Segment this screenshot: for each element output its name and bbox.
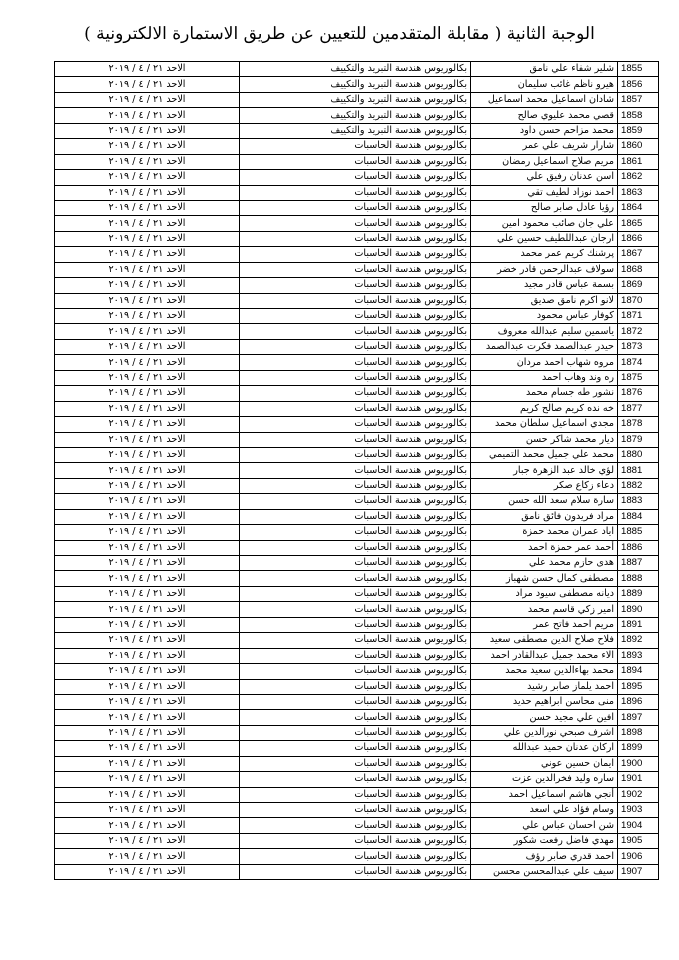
specialization: بكالوريوس هندسة الحاسبات [240, 849, 471, 864]
table-row [55, 756, 659, 771]
table-row [55, 833, 659, 848]
table-row [55, 123, 659, 138]
specialization: بكالوريوس هندسة الحاسبات [240, 370, 471, 385]
specialization: بكالوريوس هندسة الحاسبات [240, 803, 471, 818]
specialization: بكالوريوس هندسة الحاسبات [240, 401, 471, 416]
applicant-name: دعاء زكاع صكر [471, 478, 618, 493]
interview-date: الاحد ٢١ / ٤ / ٢٠١٩ [55, 370, 240, 385]
row-number: 1863 [618, 185, 659, 200]
row-number: 1887 [618, 556, 659, 571]
interview-date: الاحد ٢١ / ٤ / ٢٠١٩ [55, 849, 240, 864]
applicant-name: قصي محمد عليوي صالح [471, 108, 618, 123]
interview-date: الاحد ٢١ / ٤ / ٢٠١٩ [55, 123, 240, 138]
applicant-name: پرشنك كريم عمر محمد [471, 247, 618, 262]
interview-date: الاحد ٢١ / ٤ / ٢٠١٩ [55, 725, 240, 740]
interview-date: الاحد ٢١ / ٤ / ٢٠١٩ [55, 92, 240, 107]
table-row [55, 401, 659, 416]
page-title: الوجبة الثانية ( مقابلة المتقدمين للتعيين عن طريق الاستمارة الالكترونية ) [84, 24, 595, 44]
table-row [55, 417, 659, 432]
row-number: 1862 [618, 170, 659, 185]
interview-date: الاحد ٢١ / ٤ / ٢٠١٩ [55, 386, 240, 401]
specialization: بكالوريوس هندسة الحاسبات [240, 864, 471, 879]
specialization: بكالوريوس هندسة الحاسبات [240, 293, 471, 308]
table-row [55, 725, 659, 740]
applicant-name: ديار محمد شاكر حسن [471, 432, 618, 447]
interview-date: الاحد ٢١ / ٤ / ٢٠١٩ [55, 509, 240, 524]
interview-date: الاحد ٢١ / ٤ / ٢٠١٩ [55, 447, 240, 462]
table-row [55, 648, 659, 663]
row-number: 1892 [618, 633, 659, 648]
row-number: 1893 [618, 648, 659, 663]
interview-date: الاحد ٢١ / ٤ / ٢٠١٩ [55, 478, 240, 493]
applicant-name: محمد بهاءالدين سعيد محمد [471, 664, 618, 679]
table-row [55, 556, 659, 571]
applicants-table [54, 61, 659, 880]
table-row [55, 200, 659, 215]
applicant-name: مصطفى كمال حسن شهباز [471, 571, 618, 586]
interview-date: الاحد ٢١ / ٤ / ٢٠١٩ [55, 417, 240, 432]
table-row [55, 185, 659, 200]
interview-date: الاحد ٢١ / ٤ / ٢٠١٩ [55, 772, 240, 787]
applicant-name: افين علي مجيد حسن [471, 710, 618, 725]
row-number: 1903 [618, 803, 659, 818]
row-number: 1875 [618, 370, 659, 385]
interview-date: الاحد ٢١ / ٤ / ٢٠١٩ [55, 216, 240, 231]
table-row [55, 864, 659, 879]
specialization: بكالوريوس هندسة التبريد والتكييف [240, 77, 471, 92]
table-row [55, 278, 659, 293]
specialization: بكالوريوس هندسة الحاسبات [240, 278, 471, 293]
applicant-name: اسن عدنان رفيق علي [471, 170, 618, 185]
row-number: 1904 [618, 818, 659, 833]
specialization: بكالوريوس هندسة الحاسبات [240, 664, 471, 679]
interview-date: الاحد ٢١ / ٤ / ٢٠١٩ [55, 556, 240, 571]
applicant-name: كوفار عباس محمود [471, 309, 618, 324]
table-row [55, 664, 659, 679]
specialization: بكالوريوس هندسة الحاسبات [240, 309, 471, 324]
specialization: بكالوريوس هندسة الحاسبات [240, 185, 471, 200]
applicant-name: ارجان عبداللطيف حسين علي [471, 231, 618, 246]
applicant-name: مجدي اسماعيل سلطان محمد [471, 417, 618, 432]
applicant-name: منى محاسن ابراهيم حديد [471, 694, 618, 709]
interview-date: الاحد ٢١ / ٤ / ٢٠١٩ [55, 185, 240, 200]
row-number: 1897 [618, 710, 659, 725]
specialization: بكالوريوس هندسة التبريد والتكييف [240, 108, 471, 123]
specialization: بكالوريوس هندسة الحاسبات [240, 633, 471, 648]
interview-date: الاحد ٢١ / ٤ / ٢٠١٩ [55, 247, 240, 262]
interview-date: الاحد ٢١ / ٤ / ٢٠١٩ [55, 664, 240, 679]
table-row [55, 77, 659, 92]
specialization: بكالوريوس هندسة الحاسبات [240, 494, 471, 509]
interview-date: الاحد ٢١ / ٤ / ٢٠١٩ [55, 432, 240, 447]
interview-date: الاحد ٢١ / ٤ / ٢٠١٩ [55, 741, 240, 756]
specialization: بكالوريوس هندسة الحاسبات [240, 525, 471, 540]
specialization: بكالوريوس هندسة الحاسبات [240, 139, 471, 154]
specialization: بكالوريوس هندسة الحاسبات [240, 432, 471, 447]
table-row [55, 772, 659, 787]
specialization: بكالوريوس هندسة الحاسبات [240, 355, 471, 370]
applicant-name: سولاف عبدالرحمن قادر خضر [471, 262, 618, 277]
interview-date: الاحد ٢١ / ٤ / ٢٠١٩ [55, 355, 240, 370]
applicant-name: مراد فريدون فائق نامق [471, 509, 618, 524]
table-row [55, 92, 659, 107]
applicant-name: هيرو ناظم غائب سليمان [471, 77, 618, 92]
specialization: بكالوريوس هندسة الحاسبات [240, 262, 471, 277]
applicant-name: فلاح صلاح الدين مصطفى سعيد [471, 633, 618, 648]
table-row [55, 679, 659, 694]
table-row [55, 216, 659, 231]
row-number: 1861 [618, 154, 659, 169]
applicant-name: بسمة عباس قادر مجيد [471, 278, 618, 293]
interview-date: الاحد ٢١ / ٤ / ٢٠١٩ [55, 309, 240, 324]
applicant-name: حيدر عبدالصمد فكرت عبدالصمد [471, 339, 618, 354]
specialization: بكالوريوس هندسة الحاسبات [240, 324, 471, 339]
table-row [55, 62, 659, 77]
specialization: بكالوريوس هندسة الحاسبات [240, 679, 471, 694]
applicant-name: هدى حازم محمد علي [471, 556, 618, 571]
row-number: 1885 [618, 525, 659, 540]
interview-date: الاحد ٢١ / ٤ / ٢٠١٩ [55, 679, 240, 694]
row-number: 1886 [618, 540, 659, 555]
table-row [55, 540, 659, 555]
interview-date: الاحد ٢١ / ٤ / ٢٠١٩ [55, 170, 240, 185]
applicant-name: أنجي هاشم اسماعيل احمد [471, 787, 618, 802]
row-number: 1872 [618, 324, 659, 339]
row-number: 1906 [618, 849, 659, 864]
interview-date: الاحد ٢١ / ٤ / ٢٠١٩ [55, 617, 240, 632]
row-number: 1890 [618, 602, 659, 617]
row-number: 1855 [618, 62, 659, 77]
table-row [55, 509, 659, 524]
table-row [55, 339, 659, 354]
row-number: 1884 [618, 509, 659, 524]
table-row [55, 108, 659, 123]
row-number: 1902 [618, 787, 659, 802]
table-row [55, 478, 659, 493]
specialization: بكالوريوس هندسة الحاسبات [240, 648, 471, 663]
applicant-name: مريم صلاح اسماعيل رمضان [471, 154, 618, 169]
specialization: بكالوريوس هندسة الحاسبات [240, 170, 471, 185]
applicants-table-body [55, 62, 659, 880]
applicant-name: ايمان حسين عوني [471, 756, 618, 771]
applicant-name: نشور طه جسام محمد [471, 386, 618, 401]
row-number: 1865 [618, 216, 659, 231]
row-number: 1867 [618, 247, 659, 262]
table-row [55, 262, 659, 277]
applicant-name: لانو اكرم نامق صديق [471, 293, 618, 308]
specialization: بكالوريوس هندسة الحاسبات [240, 787, 471, 802]
applicant-name: اشرف صبحي نورالدين علي [471, 725, 618, 740]
table-row [55, 386, 659, 401]
specialization: بكالوريوس هندسة التبريد والتكييف [240, 92, 471, 107]
applicant-name: علي جان صائب محمود امين [471, 216, 618, 231]
interview-date: الاحد ٢١ / ٤ / ٢٠١٩ [55, 139, 240, 154]
row-number: 1860 [618, 139, 659, 154]
row-number: 1883 [618, 494, 659, 509]
interview-date: الاحد ٢١ / ٤ / ٢٠١٩ [55, 77, 240, 92]
specialization: بكالوريوس هندسة الحاسبات [240, 556, 471, 571]
applicant-name: احمد نوزاد لطيف تقي [471, 185, 618, 200]
specialization: بكالوريوس هندسة الحاسبات [240, 772, 471, 787]
interview-date: الاحد ٢١ / ٤ / ٢٠١٩ [55, 540, 240, 555]
table-row [55, 154, 659, 169]
row-number: 1870 [618, 293, 659, 308]
applicant-name: مهدي فاضل رفعت شكور [471, 833, 618, 848]
applicant-name: احمد قدري صابر رؤف [471, 849, 618, 864]
applicant-name: ره وند وهاب احمد [471, 370, 618, 385]
specialization: بكالوريوس هندسة الحاسبات [240, 818, 471, 833]
row-number: 1858 [618, 108, 659, 123]
row-number: 1864 [618, 200, 659, 215]
row-number: 1857 [618, 92, 659, 107]
table-row [55, 463, 659, 478]
interview-date: الاحد ٢١ / ٤ / ٢٠١٩ [55, 648, 240, 663]
applicant-name: امير زكي قاسم محمد [471, 602, 618, 617]
specialization: بكالوريوس هندسة الحاسبات [240, 509, 471, 524]
interview-date: الاحد ٢١ / ٤ / ٢٠١٩ [55, 787, 240, 802]
specialization: بكالوريوس هندسة الحاسبات [240, 478, 471, 493]
specialization: بكالوريوس هندسة التبريد والتكييف [240, 123, 471, 138]
row-number: 1876 [618, 386, 659, 401]
row-number: 1889 [618, 586, 659, 601]
interview-date: الاحد ٢١ / ٤ / ٢٠١٩ [55, 833, 240, 848]
specialization: بكالوريوس هندسة الحاسبات [240, 710, 471, 725]
specialization: بكالوريوس هندسة الحاسبات [240, 833, 471, 848]
specialization: بكالوريوس هندسة الحاسبات [240, 617, 471, 632]
row-number: 1895 [618, 679, 659, 694]
interview-date: الاحد ٢١ / ٤ / ٢٠١٩ [55, 633, 240, 648]
applicant-name: خه نده كريم صالح كريم [471, 401, 618, 416]
interview-date: الاحد ٢١ / ٤ / ٢٠١٩ [55, 278, 240, 293]
row-number: 1866 [618, 231, 659, 246]
row-number: 1874 [618, 355, 659, 370]
specialization: بكالوريوس هندسة الحاسبات [240, 386, 471, 401]
specialization: بكالوريوس هندسة الحاسبات [240, 756, 471, 771]
specialization: بكالوريوس هندسة الحاسبات [240, 154, 471, 169]
specialization: بكالوريوس هندسة الحاسبات [240, 200, 471, 215]
table-row [55, 231, 659, 246]
row-number: 1880 [618, 447, 659, 462]
row-number: 1907 [618, 864, 659, 879]
table-row [55, 571, 659, 586]
applicant-name: محمد علي جميل محمد التميمي [471, 447, 618, 462]
specialization: بكالوريوس هندسة الحاسبات [240, 417, 471, 432]
applicant-name: الاء محمد جميل عبدالقادر احمد [471, 648, 618, 663]
table-row [55, 494, 659, 509]
specialization: بكالوريوس هندسة الحاسبات [240, 586, 471, 601]
applicant-name: محمد مزاحم حسن داود [471, 123, 618, 138]
row-number: 1878 [618, 417, 659, 432]
interview-date: الاحد ٢١ / ٤ / ٢٠١٩ [55, 293, 240, 308]
applicant-name: مروه شهاب احمد مردان [471, 355, 618, 370]
interview-date: الاحد ٢١ / ٤ / ٢٠١٩ [55, 602, 240, 617]
specialization: بكالوريوس هندسة الحاسبات [240, 694, 471, 709]
applicant-name: سيف علي عبدالمحسن محسن [471, 864, 618, 879]
applicant-name: شادان اسماعيل محمد اسماعيل [471, 92, 618, 107]
table-row [55, 324, 659, 339]
table-row [55, 602, 659, 617]
table-row [55, 803, 659, 818]
applicant-name: وسام فؤاد علي اسعد [471, 803, 618, 818]
interview-date: الاحد ٢١ / ٤ / ٢٠١٩ [55, 803, 240, 818]
applicant-name: رؤيا عادل صابر صالح [471, 200, 618, 215]
specialization: بكالوريوس هندسة الحاسبات [240, 571, 471, 586]
applicant-name: لؤي خالد عبد الزهرة جبار [471, 463, 618, 478]
table-row [55, 617, 659, 632]
interview-date: الاحد ٢١ / ٤ / ٢٠١٩ [55, 231, 240, 246]
specialization: بكالوريوس هندسة الحاسبات [240, 741, 471, 756]
applicant-name: ديانه مصطفى سيود مراد [471, 586, 618, 601]
row-number: 1873 [618, 339, 659, 354]
table-row [55, 787, 659, 802]
row-number: 1877 [618, 401, 659, 416]
table-row [55, 849, 659, 864]
specialization: بكالوريوس هندسة الحاسبات [240, 725, 471, 740]
row-number: 1888 [618, 571, 659, 586]
interview-date: الاحد ٢١ / ٤ / ٢٠١٩ [55, 586, 240, 601]
applicant-name: احمد يلماز صابر رشيد [471, 679, 618, 694]
table-row [55, 432, 659, 447]
table-row [55, 309, 659, 324]
specialization: بكالوريوس هندسة الحاسبات [240, 447, 471, 462]
row-number: 1898 [618, 725, 659, 740]
row-number: 1900 [618, 756, 659, 771]
interview-date: الاحد ٢١ / ٤ / ٢٠١٩ [55, 62, 240, 77]
applicant-name: اياد عمران محمد حمزة [471, 525, 618, 540]
table-row [55, 818, 659, 833]
table-row [55, 710, 659, 725]
table-row [55, 633, 659, 648]
row-number: 1891 [618, 617, 659, 632]
applicant-name: شارار شريف علي عمر [471, 139, 618, 154]
interview-date: الاحد ٢١ / ٤ / ٢٠١٩ [55, 154, 240, 169]
table-row [55, 525, 659, 540]
specialization: بكالوريوس هندسة الحاسبات [240, 602, 471, 617]
row-number: 1905 [618, 833, 659, 848]
applicant-name: سارة سلام سعد الله حسن [471, 494, 618, 509]
row-number: 1868 [618, 262, 659, 277]
interview-date: الاحد ٢١ / ٤ / ٢٠١٩ [55, 818, 240, 833]
applicant-name: اركان عدنان حميد عبدالله [471, 741, 618, 756]
row-number: 1859 [618, 123, 659, 138]
applicant-name: شن احسان عباس علي [471, 818, 618, 833]
interview-date: الاحد ٢١ / ٤ / ٢٠١٩ [55, 571, 240, 586]
row-number: 1871 [618, 309, 659, 324]
row-number: 1879 [618, 432, 659, 447]
specialization: بكالوريوس هندسة التبريد والتكييف [240, 62, 471, 77]
interview-date: الاحد ٢١ / ٤ / ٢٠١٩ [55, 108, 240, 123]
specialization: بكالوريوس هندسة الحاسبات [240, 540, 471, 555]
table-row [55, 694, 659, 709]
table-row [55, 741, 659, 756]
row-number: 1894 [618, 664, 659, 679]
specialization: بكالوريوس هندسة الحاسبات [240, 247, 471, 262]
interview-date: الاحد ٢١ / ٤ / ٢٠١٩ [55, 694, 240, 709]
table-row [55, 370, 659, 385]
interview-date: الاحد ٢١ / ٤ / ٢٠١٩ [55, 339, 240, 354]
table-row [55, 586, 659, 601]
table-row [55, 293, 659, 308]
table-row [55, 447, 659, 462]
applicant-name: مريم احمد فاتح عمر [471, 617, 618, 632]
row-number: 1882 [618, 478, 659, 493]
row-number: 1899 [618, 741, 659, 756]
interview-date: الاحد ٢١ / ٤ / ٢٠١٩ [55, 463, 240, 478]
applicant-name: أحمد عمر حمزة احمد [471, 540, 618, 555]
specialization: بكالوريوس هندسة الحاسبات [240, 463, 471, 478]
row-number: 1896 [618, 694, 659, 709]
row-number: 1869 [618, 278, 659, 293]
table-row [55, 247, 659, 262]
interview-date: الاحد ٢١ / ٤ / ٢٠١٩ [55, 401, 240, 416]
table-row [55, 170, 659, 185]
interview-date: الاحد ٢١ / ٤ / ٢٠١٩ [55, 710, 240, 725]
specialization: بكالوريوس هندسة الحاسبات [240, 231, 471, 246]
row-number: 1856 [618, 77, 659, 92]
interview-date: الاحد ٢١ / ٤ / ٢٠١٩ [55, 324, 240, 339]
applicant-name: ساره وليد فخرالدين عزت [471, 772, 618, 787]
row-number: 1901 [618, 772, 659, 787]
interview-date: الاحد ٢١ / ٤ / ٢٠١٩ [55, 864, 240, 879]
specialization: بكالوريوس هندسة الحاسبات [240, 216, 471, 231]
specialization: بكالوريوس هندسة الحاسبات [240, 339, 471, 354]
interview-date: الاحد ٢١ / ٤ / ٢٠١٩ [55, 525, 240, 540]
applicant-name: شلير شفاء علي نامق [471, 62, 618, 77]
table-row [55, 355, 659, 370]
interview-date: الاحد ٢١ / ٤ / ٢٠١٩ [55, 756, 240, 771]
interview-date: الاحد ٢١ / ٤ / ٢٠١٩ [55, 494, 240, 509]
row-number: 1881 [618, 463, 659, 478]
applicant-name: ياسمين سليم عبدالله معروف [471, 324, 618, 339]
interview-date: الاحد ٢١ / ٤ / ٢٠١٩ [55, 262, 240, 277]
table-row [55, 139, 659, 154]
interview-date: الاحد ٢١ / ٤ / ٢٠١٩ [55, 200, 240, 215]
